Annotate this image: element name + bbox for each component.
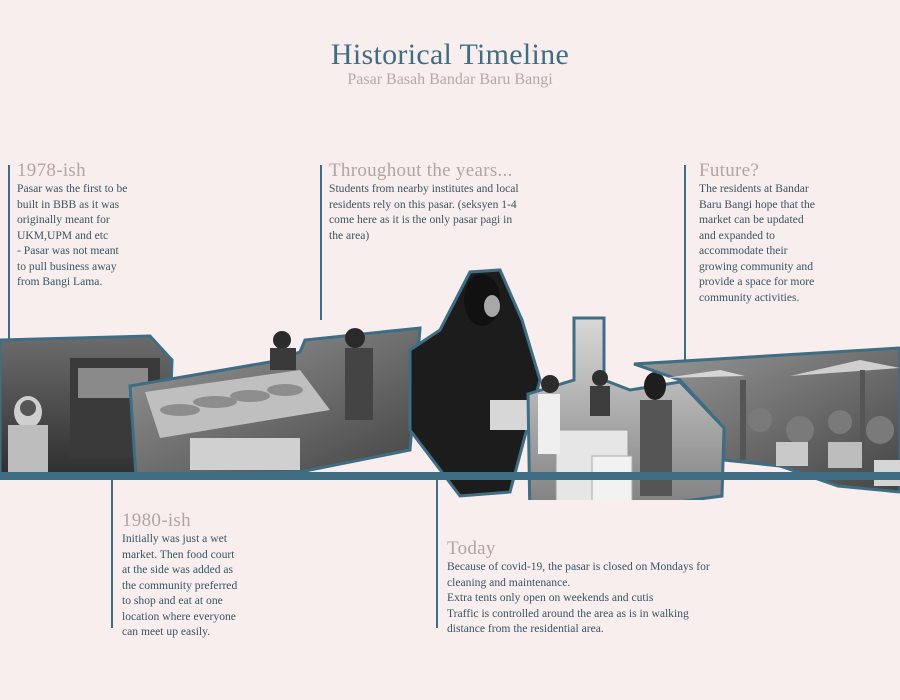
timeline-band [0,472,900,480]
entry-heading: 1980-ish [122,510,191,531]
entry-heading: Throughout the years... [329,160,513,181]
entry-body: Because of covid-19, the pasar is closed on Mondays for cleaning and maintenance. Extra tents only open on weekends and cutis Traffic is controlled around the area as is in walking distance from the residential area. [447,560,710,635]
entry-body: Pasar was the first to be built in BBB as it was originally meant for UKM,UPM and etc - Pasar was not meant to pull business away from Bangi Lama. [17,182,128,288]
entry-heading: Today [447,538,496,559]
entry-body: Initially was just a wet market. Then food court at the side was added as the community preferred to shop and eat at one location where everyone can meet up easily. [122,532,238,638]
connector-line-1980 [111,478,113,628]
timeline-entry-today [447,538,747,637]
page-subtitle: Pasar Basah Bandar Baru Bangi [347,71,553,88]
timeline-entry-throughout [329,160,569,243]
entry-heading: Future? [699,160,760,181]
timeline-entry-1980 [122,510,272,640]
entry-heading: 1978-ish [17,160,86,181]
entry-body: The residents at Bandar Baru Bangi hope that the market can be updated and expanded to accommodate their growing community and provide a space for more community activities. [699,182,815,304]
photo-fish-stall [130,328,420,476]
entry-body: Students from nearby institutes and local residents rely on this pasar. (seksyen 1-4 come here as it is the only pasar pagi in the area) [329,182,519,242]
page-title: Historical Timeline [330,38,570,71]
photo-vendor-hijab [410,270,540,496]
market-photo-collage [0,260,900,500]
connector-line-today [436,478,438,628]
